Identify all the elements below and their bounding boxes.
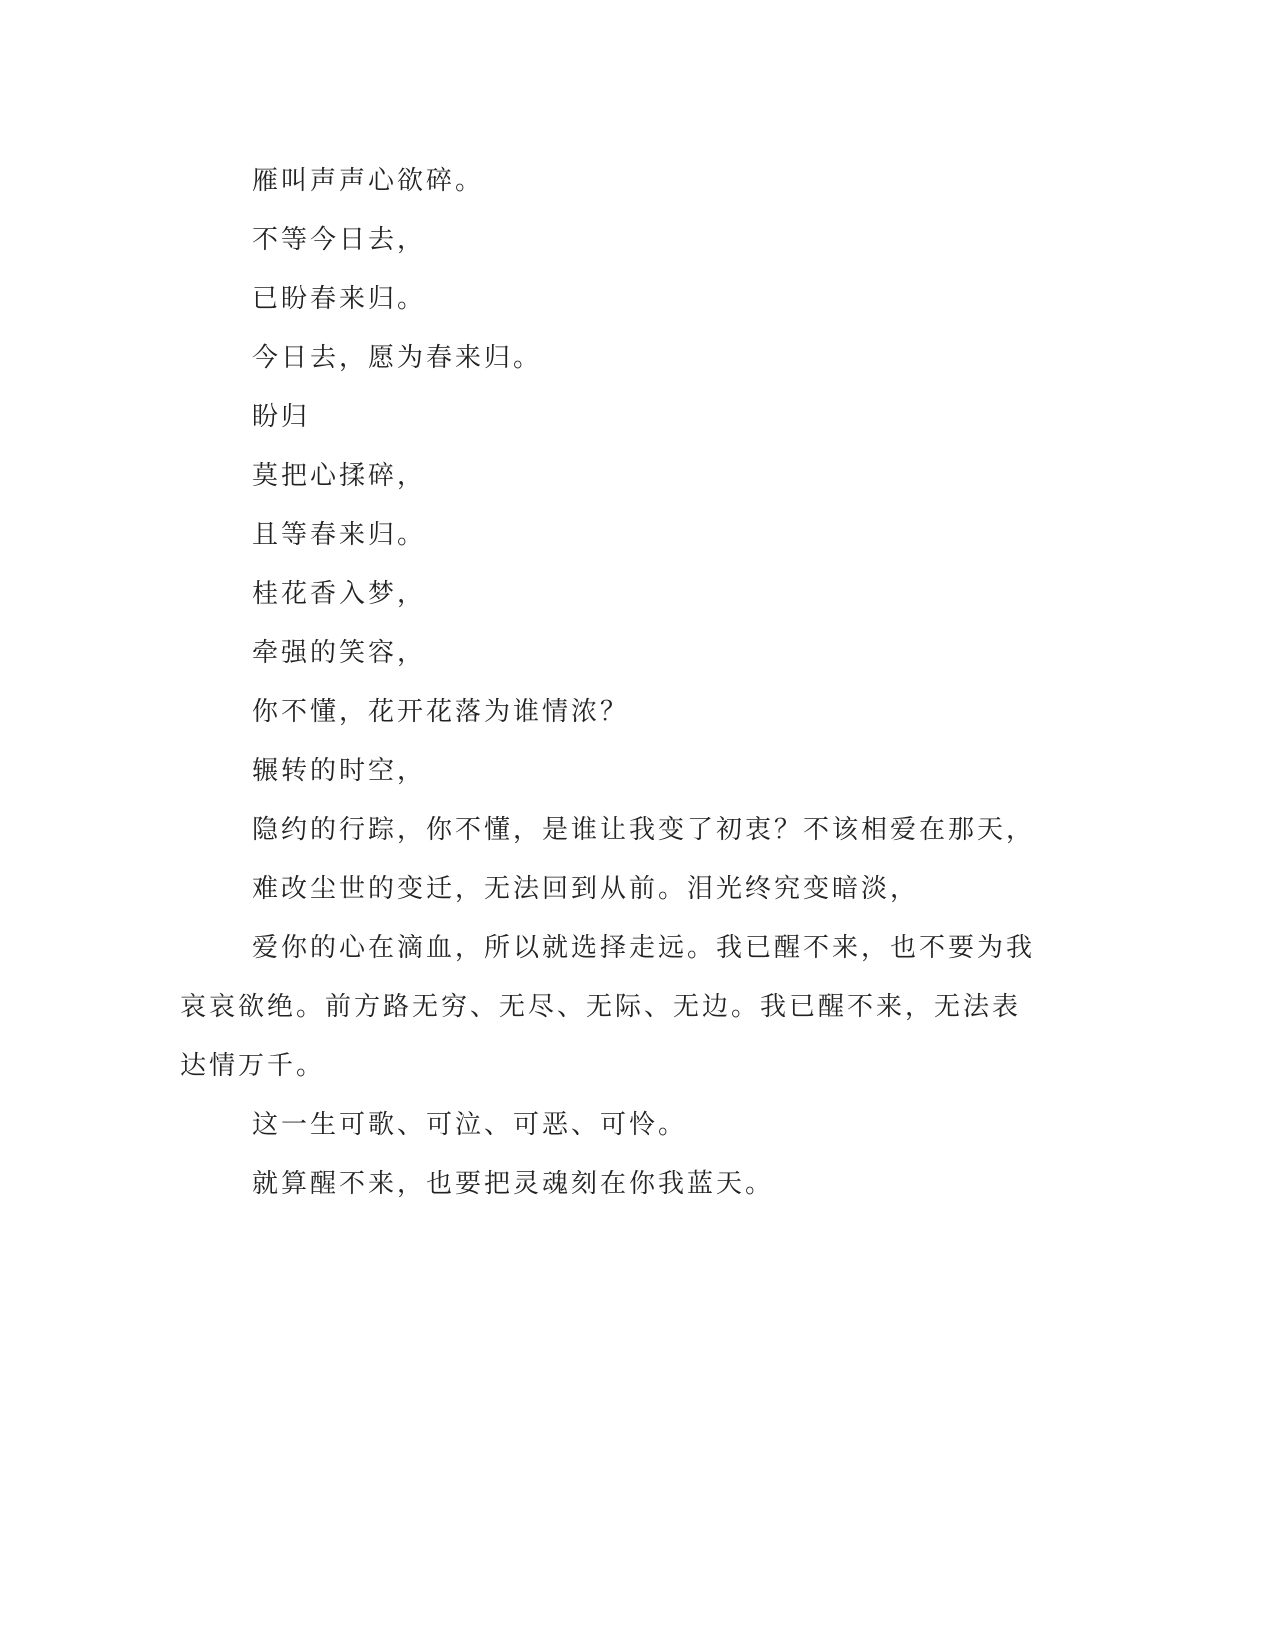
paragraph: 这一生可歌、可泣、可恶、可怜。	[252, 1110, 688, 1140]
paragraph: 今日去，愿为春来归。	[252, 343, 543, 373]
paragraph: 不等今日去，	[252, 225, 427, 255]
paragraph: 隐约的行踪，你不懂，是谁让我变了初衷？不该相爱在那天，	[252, 815, 1036, 845]
paragraph: 雁叫声声心欲碎。	[252, 166, 485, 196]
paragraph: 莫把心揉碎，	[252, 461, 427, 491]
paragraph: 难改尘世的变迁，无法回到从前。泪光终究变暗淡，	[252, 874, 920, 904]
paragraph: 盼归	[252, 402, 311, 432]
document-body	[180, 152, 1040, 1214]
paragraph: 桂花香入梦，	[252, 579, 427, 609]
paragraph: 牵强的笑容，	[252, 638, 427, 668]
paragraph: 就算醒不来，也要把灵魂刻在你我蓝天。	[252, 1169, 775, 1199]
paragraph: 且等春来归。	[252, 520, 427, 550]
paragraph: 爱你的心在滴血，所以就选择走远。我已醒不来，也不要为我哀哀欲绝。前方路无穷、无尽、无际、无边。我已醒不来，无法表达情万千。	[180, 933, 1036, 1081]
paragraph: 辗转的时空，	[252, 756, 427, 786]
paragraph: 已盼春来归。	[252, 284, 427, 314]
paragraph: 你不懂，花开花落为谁情浓？	[252, 697, 630, 727]
